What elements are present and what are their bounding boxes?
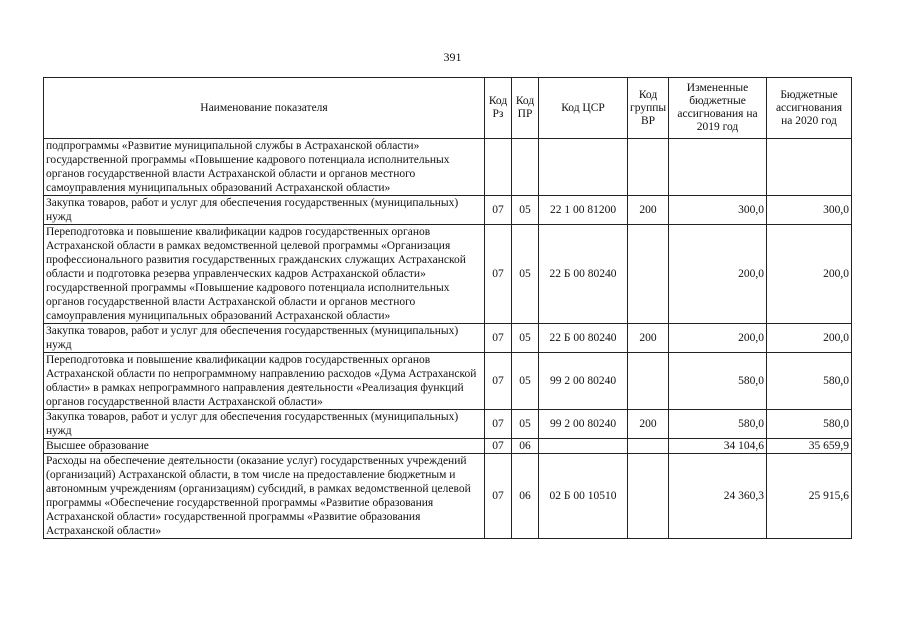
header-2019: Измененные бюджетные ассигнования на 2019 год xyxy=(669,78,767,139)
row-2020: 300,0 xyxy=(767,196,852,225)
row-name: Закупка товаров, работ и услуг для обеспечения государственных (муниципальных) нужд xyxy=(44,196,485,225)
row-2019: 300,0 xyxy=(669,196,767,225)
table-row xyxy=(44,353,852,410)
row-csr: 22 Б 00 80240 xyxy=(539,225,628,324)
row-2019: 580,0 xyxy=(669,353,767,410)
table-row xyxy=(44,439,852,454)
row-vr: 200 xyxy=(628,324,669,353)
row-rz: 07 xyxy=(485,439,512,454)
row-2020: 35 659,9 xyxy=(767,439,852,454)
row-rz: 07 xyxy=(485,454,512,539)
header-vr: Код группы ВР xyxy=(628,78,669,139)
row-vr: 200 xyxy=(628,196,669,225)
row-2019: 34 104,6 xyxy=(669,439,767,454)
row-vr xyxy=(628,439,669,454)
table-row xyxy=(44,454,852,539)
budget-table xyxy=(43,77,852,539)
table-row xyxy=(44,225,852,324)
row-name: Высшее образование xyxy=(44,439,485,454)
row-csr: 22 1 00 81200 xyxy=(539,196,628,225)
table-row xyxy=(44,139,852,196)
row-2020: 200,0 xyxy=(767,324,852,353)
row-2020 xyxy=(767,139,852,196)
table-row xyxy=(44,196,852,225)
row-pr: 06 xyxy=(512,439,539,454)
row-pr: 06 xyxy=(512,454,539,539)
row-vr xyxy=(628,225,669,324)
row-csr xyxy=(539,439,628,454)
header-pr: Код ПР xyxy=(512,78,539,139)
row-vr: 200 xyxy=(628,410,669,439)
row-2020: 25 915,6 xyxy=(767,454,852,539)
header-2020: Бюджетные ассигнования на 2020 год xyxy=(767,78,852,139)
row-2020: 580,0 xyxy=(767,410,852,439)
row-pr xyxy=(512,139,539,196)
row-2020: 200,0 xyxy=(767,225,852,324)
row-pr: 05 xyxy=(512,196,539,225)
row-rz: 07 xyxy=(485,225,512,324)
row-2019: 580,0 xyxy=(669,410,767,439)
row-csr xyxy=(539,139,628,196)
row-name: подпрограммы «Развитие муниципальной службы в Астраханской области» государственной программы «Повышение кадрового потенциала исполнительных органов государственной власти Астраханской области и органов местного самоуправления муниципальных образований Астраханской области» xyxy=(44,139,485,196)
row-rz: 07 xyxy=(485,196,512,225)
row-rz: 07 xyxy=(485,353,512,410)
row-name: Закупка товаров, работ и услуг для обеспечения государственных (муниципальных) нужд xyxy=(44,324,485,353)
row-vr xyxy=(628,454,669,539)
header-name: Наименование показателя xyxy=(44,78,485,139)
header-csr: Код ЦСР xyxy=(539,78,628,139)
row-csr: 22 Б 00 80240 xyxy=(539,324,628,353)
row-pr: 05 xyxy=(512,324,539,353)
table-row xyxy=(44,410,852,439)
table-row xyxy=(44,324,852,353)
row-2019: 200,0 xyxy=(669,225,767,324)
row-2019: 200,0 xyxy=(669,324,767,353)
row-pr: 05 xyxy=(512,410,539,439)
row-pr: 05 xyxy=(512,353,539,410)
page-number: 391 xyxy=(443,50,462,64)
row-rz: 07 xyxy=(485,410,512,439)
row-rz: 07 xyxy=(485,324,512,353)
row-2020: 580,0 xyxy=(767,353,852,410)
row-csr: 02 Б 00 10510 xyxy=(539,454,628,539)
row-pr: 05 xyxy=(512,225,539,324)
header-rz: Код Рз xyxy=(485,78,512,139)
row-name: Переподготовка и повышение квалификации кадров государственных органов Астраханской области по непрограммному направлению расходов «Дума Астраханской области» в рамках непрограммного направления деятельности «Реализация функций органов государственной власти Астраханской области» xyxy=(44,353,485,410)
row-name: Закупка товаров, работ и услуг для обеспечения государственных (муниципальных) нужд xyxy=(44,410,485,439)
header-row xyxy=(44,78,852,139)
row-csr: 99 2 00 80240 xyxy=(539,353,628,410)
row-csr: 99 2 00 80240 xyxy=(539,410,628,439)
row-rz xyxy=(485,139,512,196)
row-2019: 24 360,3 xyxy=(669,454,767,539)
row-name: Расходы на обеспечение деятельности (оказание услуг) государственных учреждений (организаций) Астраханской области, в том числе на предоставление бюджетным и автономным учреждениям (организациям) субсидий, в рамках ведомственной целевой программы «Обеспечение государственной программы «Развитие образования Астраханской области» государственной программы «Развитие образования Астраханской области» xyxy=(44,454,485,539)
row-vr xyxy=(628,139,669,196)
row-vr xyxy=(628,353,669,410)
row-2019 xyxy=(669,139,767,196)
row-name: Переподготовка и повышение квалификации кадров государственных органов Астраханской области в рамках ведомственной целевой программы «Организация профессионального развития государственных гражданских служащих Астраханской области и подготовка резерва управленческих кадров Астраханской области» государственной программы «Повышение кадрового потенциала исполнительных органов государственной власти Астраханской области и органов местного самоуправления муниципальных образований Астраханской области» xyxy=(44,225,485,324)
